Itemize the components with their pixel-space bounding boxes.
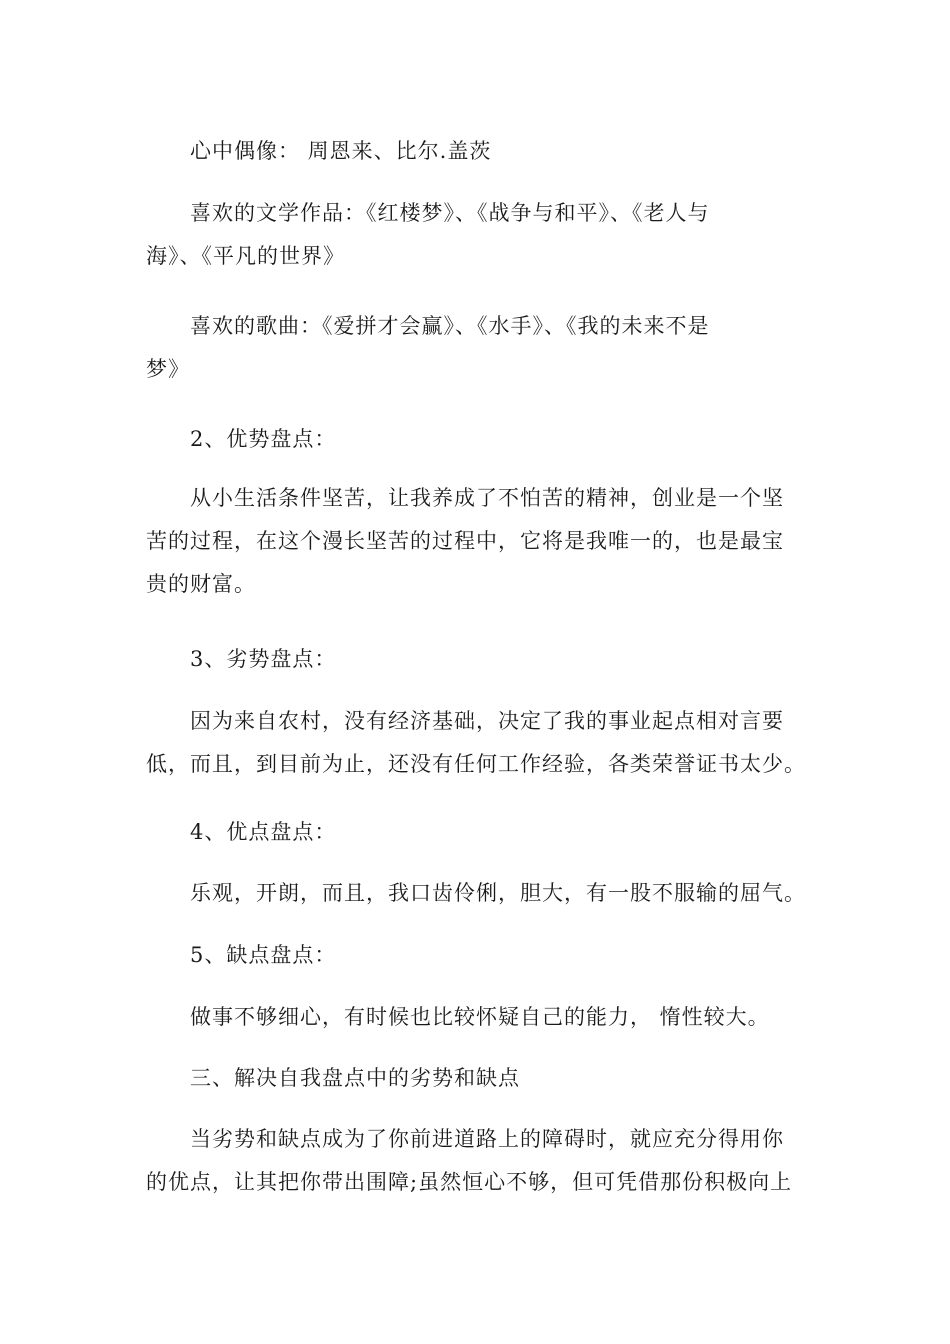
text-line: 苦的过程，在这个漫长坚苦的过程中，它将是我唯一的，也是最宝	[146, 529, 784, 553]
text-line: 从小生活条件坚苦，让我养成了不怕苦的精神，创业是一个坚	[190, 486, 784, 510]
text-line: 乐观，开朗，而且，我口齿伶俐，胆大，有一股不服输的屈气。	[190, 881, 806, 905]
paragraph-songs	[146, 305, 826, 391]
heading-strengths	[146, 418, 826, 461]
text-line: 喜欢的歌曲：《爱拼才会赢》、《水手》、《我的未来不是	[190, 314, 710, 338]
heading-shortcomings	[146, 934, 826, 977]
text-line: 心中偶像： 周恩来、比尔.盖茨	[190, 139, 492, 163]
paragraph-strengths	[146, 477, 826, 606]
text-line: 因为来自农村，没有经济基础，决定了我的事业起点相对言要	[190, 709, 784, 733]
paragraph-weaknesses	[146, 700, 826, 786]
heading-merits	[146, 811, 826, 854]
paragraph-shortcomings	[146, 996, 826, 1039]
text-line: 梦》	[146, 357, 190, 381]
text-line: 3、劣势盘点：	[190, 647, 337, 671]
text-line: 当劣势和缺点成为了你前进道路上的障碍时，就应充分得用你	[190, 1127, 784, 1151]
text-line: 喜欢的文学作品：《红楼梦》、《战争与和平》、《老人与	[190, 201, 710, 225]
heading-section-three	[146, 1057, 826, 1100]
text-line: 海》、《平凡的世界》	[146, 244, 345, 268]
text-line: 贵的财富。	[146, 572, 256, 596]
text-line: 低，而且，到目前为止，还没有任何工作经验，各类荣誉证书太少。	[146, 752, 806, 776]
text-line: 的优点，让其把你带出围障;虽然恒心不够，但可凭借那份积极向上	[146, 1170, 793, 1194]
text-line: 2、优势盘点：	[190, 427, 337, 451]
paragraph-idol	[146, 130, 826, 173]
text-line: 4、优点盘点：	[190, 820, 337, 844]
paragraph-merits	[146, 872, 826, 915]
paragraph-literature	[146, 192, 826, 278]
text-line: 做事不够细心，有时候也比较怀疑自己的能力， 惰性较大。	[190, 1005, 770, 1029]
paragraph-solution	[146, 1118, 826, 1204]
heading-weaknesses	[146, 638, 826, 681]
text-line: 三、解决自我盘点中的劣势和缺点	[190, 1066, 520, 1090]
text-line: 5、缺点盘点：	[190, 943, 337, 967]
